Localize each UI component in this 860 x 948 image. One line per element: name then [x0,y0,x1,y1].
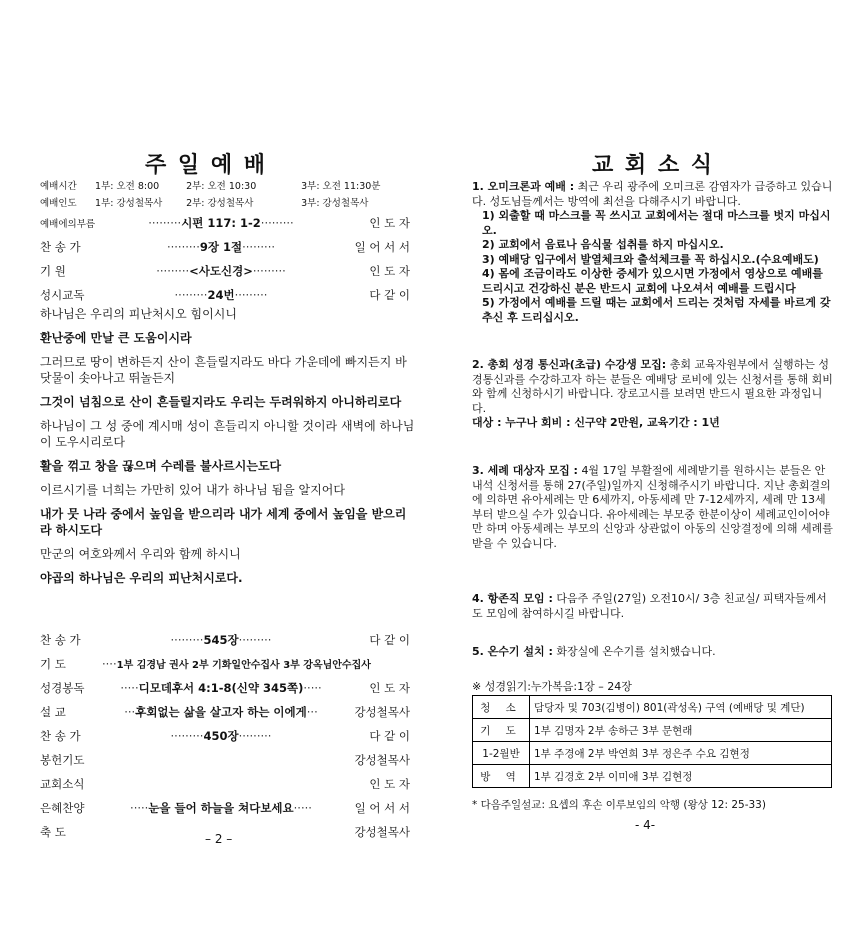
verse-line: 내가 뭇 나라 중에서 높임을 받으리라 내가 세계 중에서 높임을 받으리라 하시도다 [40,507,407,537]
responsive-reading [40,306,415,586]
verse-line: 야곱의 하나님은 우리의 피난처시로다. [40,571,243,585]
notice-item: 3) 예배당 입구에서 발열체크와 출석체크를 꼭 하십시오.(수요예배도) [482,252,819,266]
order-row: 성시교독 ·········24번········· 다 같 이 [40,288,410,302]
order-row: 찬 송 가 ·········545장········· 다 같 이 [40,633,410,647]
table-row: 청 소 담당자 및 703(김병이) 801(곽성옥) 구역 (예배당 및 계단) [473,696,832,719]
notice-4: 4. 항존직 모임 : 다음주 주일(27일) 오전10시/ 3층 친교실/ 피택자들께서도 모임에 참여하시길 바랍니다. [472,592,827,620]
verse-line: 이르시기를 너희는 가만히 있어 내가 하나님 됨을 알지어다 [40,483,345,497]
page-number: - 4- [635,818,656,832]
order-row: 기 원 ·········<사도신경>········· 인 도 자 [40,264,410,278]
notice-item: 2) 교회에서 음료나 음식물 섭취를 하지 마십시오. [482,238,724,251]
verse-line: 하나님은 우리의 피난처시오 힘이시니 [40,307,237,321]
verse-line: 그러므로 땅이 변하든지 산이 흔들릴지라도 바다 가운데에 빠지든지 바닷물이 솟아나고 뛰놀든지 [40,355,407,385]
order-row: 은혜찬양 ·····눈을 들어 하늘을 쳐다보세요····· 일 어 서 서 [40,801,410,815]
next-sermon: * 다음주일설교: 요셉의 후손 이루보임의 악행 (왕상 12: 25-33) [472,799,766,811]
verse-line: 환난중에 만날 큰 도움이시라 [40,331,192,345]
notice-item: 5) 가정에서 예배를 드릴 때는 교회에서 드리는 것처럼 자세를 바르게 갖추신 후 드리십시오. [482,296,831,324]
order-row: 설 교 ···후회없는 삶을 살고자 하는 이에게··· 강성철목사 [40,705,410,719]
table-row: 기 도 1부 김명자 2부 송하근 3부 문현래 [473,719,832,742]
order-row: 축 도 강성철목사 [40,825,410,839]
table-row: 방 역 1부 김경호 2부 이미애 3부 김현정 [473,765,832,788]
order-row: 성경봉독 ·····디모데후서 4:1-8(신약 345쪽)····· 인 도 자 [40,681,410,695]
order-row: 봉헌기도 강성철목사 [40,753,410,767]
order-row: 예배에의부름 ·········시편 117: 1-2········· 인 도 자 [40,216,410,230]
notice-item: 1) 외출할 때 마스크를 꼭 쓰시고 교회에서는 절대 마스크를 벗지 마십시오. [482,209,831,237]
order-row: 찬 송 가 ·········9장 1절········· 일 어 서 서 [40,240,410,254]
notice-3: 3. 세례 대상자 모집 : 4월 17일 부활절에 세례받기를 원하시는 분들은 안내석 신청서를 통해 27(주일)일까지 신청해주시기 바랍니다. 지난 총회결의에 의하면 유아세례는 만 6세까지, 아동세례 만 7-12세까지, 세례 만 13세부터 받으실 수가 있습니다. 유아세례는 부모중 한분이상이 세례교인이어야만 하며 아동세례는 부모의 신앙과 상관없이 아동의 신앙결정에 의해 세례를 받을 수 있습니다. [472,464,833,550]
order-row: 교회소식 인 도 자 [40,777,410,791]
notice-5: 5. 온수기 설치 : 화장실에 온수기를 설치했습니다. [472,645,716,658]
bible-reading: ※ 성경읽기:누가복음:1장 – 24장 [472,680,632,693]
verse-line: 하나님이 그 성 중에 계시매 성이 흔들리지 아니할 것이라 새벽에 하나님이 도우시리로다 [40,419,415,449]
service-times: 예배시간 1부: 오전 8:00 2부: 오전 10:30 3부: 오전 11:30분 [40,181,381,192]
notice-item: 4) 몸에 조금이라도 이상한 증세가 있으시면 가정에서 영상으로 예배를 드리시고 건강하신 분은 반드시 교회에 나오셔서 예배를 드립시다 [482,267,823,295]
notice-1: 1. 오미크론과 예배 : 최근 우리 광주에 오미크론 감염자가 급증하고 있습니다. 성도님들께서는 방역에 최선을 다해주시기 바랍니다. 1) 외출할 때 마스크를 꼭 쓰시고 교회에서는 절대 마스크를 벗지 마십시오. 2) 교회에서 음료나 음식물 섭취를 하지 마십시오. 3) 예배당 입구에서 발열체크와 출석체크를 꼭 하십시오.(수요예배도) 4) 몸에 조금이라도 이상한 증세가 있으시면 가정에서 영상으로 예배를 드리시고 건강하신 분은 반드시 교회에 나오셔서 예배를 드립시다 5) 가정에서 예배를 드릴 때는 교회에서 드리는 것처럼 자세를 바르게 갖추신 후 드리십시오. [472,180,833,324]
notice-2: 2. 총회 성경 통신과(초급) 수강생 모집: 총회 교육자원부에서 실행하는 성경통신과를 수강하고자 하는 분들은 예배당 로비에 있는 신청서를 통해 회비와 함께 신청하시기 바랍니다. 장로고시를 보려면 반드시 필요한 과정입니다. 대상 : 누구나 회비 : 신구약 2만원, 교육기간 : 1년 [472,358,833,429]
verse-line: 그것이 넘침으로 산이 흔들릴지라도 우리는 두려워하지 아니하리로다 [40,395,402,409]
worship-title: 주 일 예 배 [145,152,267,178]
news-title: 교 회 소 식 [592,152,714,178]
right-page [430,0,860,948]
service-leaders: 예배인도 1부: 강성철목사 2부: 강성철목사 3부: 강성철목사 [40,198,369,209]
verse-line: 만군의 여호와께서 우리와 함께 하시니 [40,547,241,561]
page-number: – 2 – [205,832,233,846]
table-row: 1-2월반 1부 주경애 2부 박연희 3부 정은주 수요 김현정 [473,742,832,765]
order-row: 기 도 ····1부 김경남 권사 2부 기화일안수집사 3부 강옥님안수집사 [40,657,371,671]
order-row: 찬 송 가 ·········450장········· 다 같 이 [40,729,410,743]
verse-line: 활을 꺾고 창을 끊으며 수레를 불사르시는도다 [40,459,282,473]
duty-table [472,695,832,788]
